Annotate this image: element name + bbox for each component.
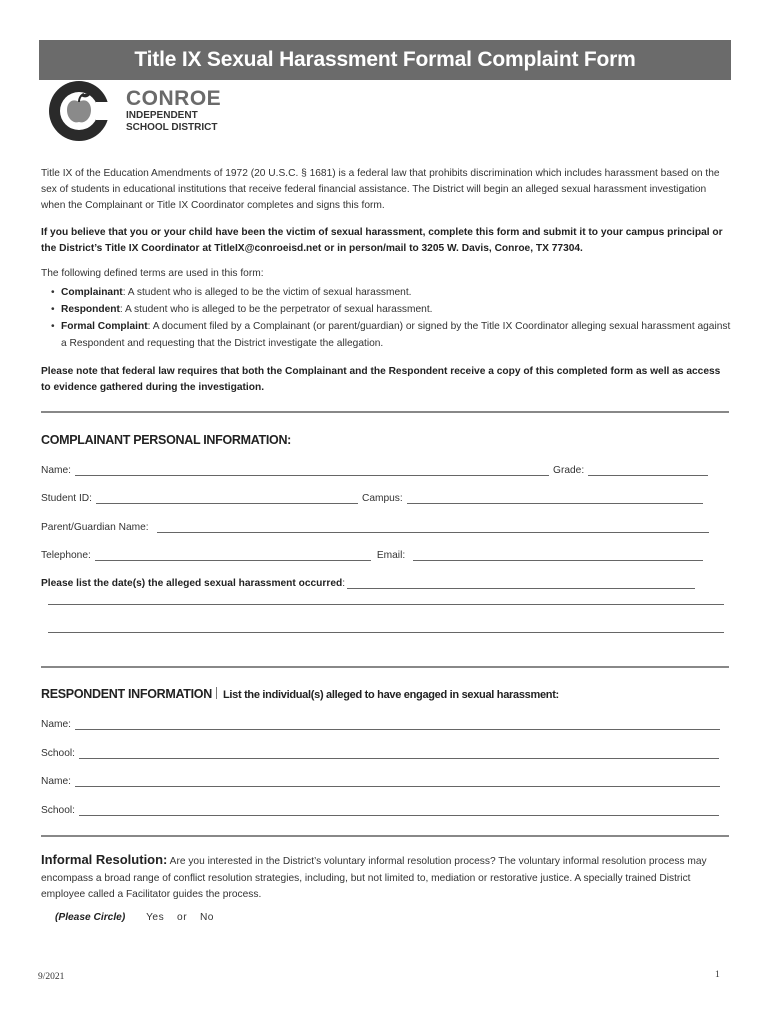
telephone-field[interactable] [95,551,371,561]
district-line1: INDEPENDENT [126,110,198,121]
respondent-school-label: School: [41,748,75,759]
respondent-school-field-1[interactable] [79,749,719,759]
parent-row [41,519,725,533]
dates-label: Please list the date(s) the alleged sexual harassment occurred [41,578,343,589]
footer-date: 9/2021 [38,972,65,982]
respondent-heading-row [41,687,559,701]
dates-row: Please list the date(s) the alleged sexual harassment occurred : [41,575,725,589]
campus-field[interactable] [407,494,703,504]
dates-extra-line-2[interactable] [48,632,724,633]
section-divider [41,835,729,837]
name-grade-row [41,462,725,476]
respondent-school-row-2 [41,802,725,816]
or-text: or [177,912,188,923]
parent-label: Parent/Guardian Name: [41,522,149,533]
heading-separator [216,687,217,699]
grade-field[interactable] [588,466,708,476]
please-circle-label: (Please Circle) [55,912,126,923]
form-title: Title IX Sexual Harassment Formal Complaint Form [39,40,731,80]
circle-choice-row [55,912,224,923]
name-label: Name: [41,465,72,476]
section-divider [41,666,729,668]
terms-intro: The following defined terms are used in this form: [41,268,264,279]
informal-text: Are you interested in the District’s voluntary informal resolution process? The voluntary informal resolution process may encompass a broad range of conflict resolution strategies, including, but not limited to, mediation or restorative justice. A specially trained District employee called a Facilitator guides the process. [41,856,707,900]
dates-extra-line-1[interactable] [48,604,724,605]
informal-title: Informal Resolution: [41,852,168,867]
respondent-name-row-2 [41,773,725,787]
email-label: Email: [376,550,406,561]
student-id-label: Student ID: [41,493,92,504]
telephone-label: Telephone: [41,550,91,561]
student-id-field[interactable] [96,494,358,504]
district-logo-text [126,88,221,134]
campus-label: Campus: [361,493,403,504]
intro-paragraph: Title IX of the Education Amendments of 1972 (20 U.S.C. § 1681) is a federal law that prohibits discrimination which includes harassment based on the sex of students in educational institutions that receive federal financial assistance. The District will begin an alleged sexual harassment investigation when the Complainant or Title IX Coordinator completes and signs this form. [41,168,720,211]
term-respondent: • Respondent: A student who is alleged to be the perpetrator of sexual harassment. [51,301,731,318]
submit-instructions: If you believe that you or your child have been the victim of sexual harassment, complete this form and submit it to your campus principal or the District’s Title IX Coordinator at TitleIX@conroeisd.net or in person/mail to 3205 W. Davis, Conroe, TX 77304. [41,227,723,254]
complainant-name-field[interactable] [75,466,549,476]
respondent-heading: RESPONDENT INFORMATION [41,687,212,701]
email-field[interactable] [413,551,703,561]
respondent-name-field-1[interactable] [75,720,720,730]
informal-resolution [41,852,731,904]
respondent-name-label: Name: [41,776,72,787]
respondent-school-row-1 [41,745,725,759]
term-formal-complaint: • Formal Complaint: A document filed by a Complainant (or parent/guardian) or signed by the Title IX Coordinator alleging sexual harassment against a Respondent and requesting that the District investigate the allegation. [51,318,731,352]
yes-option[interactable]: Yes [146,912,165,923]
page-number: 1 [715,970,720,980]
section-divider [41,411,729,413]
respondent-school-label: School: [41,805,75,816]
respondent-name-field-2[interactable] [75,777,720,787]
district-line2: SCHOOL DISTRICT [126,122,218,133]
parent-guardian-field[interactable] [157,523,709,533]
respondent-name-label: Name: [41,719,72,730]
no-option[interactable]: No [199,912,214,923]
district-name: CONROE [126,87,222,110]
telephone-email-row [41,547,725,561]
respondent-subheading: List the individual(s) alleged to have engaged in sexual harassment: [222,689,559,701]
grade-label: Grade: [553,465,585,476]
studentid-campus-row [41,490,725,504]
terms-list [51,284,731,352]
federal-notice: Please note that federal law requires that both the Complainant and the Respondent receive a copy of this completed form as well as access to evidence gathered during the investigation. [41,366,721,393]
respondent-name-row-1 [41,716,725,730]
respondent-school-field-2[interactable] [79,806,719,816]
term-complainant: • Complainant: A student who is alleged to be the victim of sexual harassment. [51,284,731,301]
complainant-heading: COMPLAINANT PERSONAL INFORMATION: [41,433,292,447]
dates-field[interactable] [347,579,695,589]
